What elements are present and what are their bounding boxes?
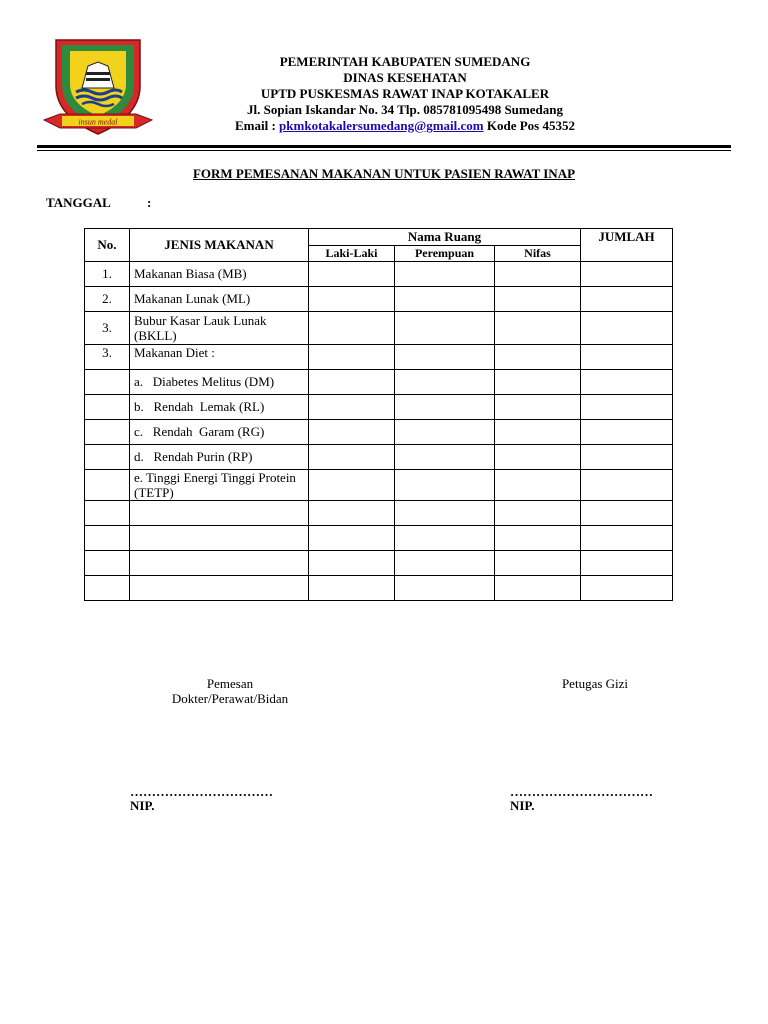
header-no: No. bbox=[85, 229, 130, 262]
cell-female[interactable] bbox=[395, 576, 495, 601]
row-number bbox=[85, 470, 130, 501]
cell-total[interactable] bbox=[581, 501, 673, 526]
letterhead-rule-thick bbox=[37, 145, 731, 148]
cell-total[interactable] bbox=[581, 312, 673, 345]
cell-female[interactable] bbox=[395, 470, 495, 501]
table-row bbox=[85, 420, 673, 445]
cell-male[interactable] bbox=[309, 345, 395, 370]
cell-postpartum[interactable] bbox=[495, 262, 581, 287]
row-number bbox=[85, 395, 130, 420]
food-item[interactable] bbox=[130, 501, 309, 526]
cell-female[interactable] bbox=[395, 345, 495, 370]
row-number bbox=[85, 576, 130, 601]
cell-female[interactable] bbox=[395, 501, 495, 526]
cell-postpartum[interactable] bbox=[495, 312, 581, 345]
cell-male[interactable] bbox=[309, 395, 395, 420]
orderer-role: Pemesan bbox=[206, 676, 254, 691]
cell-male[interactable] bbox=[309, 312, 395, 345]
nutrition-officer-signature-line: …………………………… bbox=[510, 784, 653, 799]
cell-female[interactable] bbox=[395, 420, 495, 445]
cell-postpartum[interactable] bbox=[495, 287, 581, 312]
cell-postpartum[interactable] bbox=[495, 526, 581, 551]
cell-total[interactable] bbox=[581, 526, 673, 551]
cell-total[interactable] bbox=[581, 445, 673, 470]
cell-postpartum[interactable] bbox=[495, 345, 581, 370]
letterhead-contact bbox=[180, 118, 630, 134]
letterhead-government: PEMERINTAH KABUPATEN SUMEDANG bbox=[279, 54, 531, 69]
cell-male[interactable] bbox=[309, 576, 395, 601]
cell-postpartum[interactable] bbox=[495, 576, 581, 601]
cell-male[interactable] bbox=[309, 420, 395, 445]
food-item: Makanan Diet : bbox=[130, 345, 309, 370]
header-food-type: JENIS MAKANAN bbox=[130, 229, 309, 262]
food-item: a. Diabetes Melitus (DM) bbox=[130, 370, 309, 395]
header-postpartum: Nifas bbox=[495, 246, 581, 262]
cell-male[interactable] bbox=[309, 551, 395, 576]
svg-text:insun medal: insun medal bbox=[78, 117, 118, 127]
row-number: 2. bbox=[85, 287, 130, 312]
food-item: e. Tinggi Energi Tinggi Protein (TETP) bbox=[130, 470, 309, 501]
sumedang-regency-logo bbox=[42, 36, 154, 140]
food-item: d. Rendah Purin (RP) bbox=[130, 445, 309, 470]
form-title: FORM PEMESANAN MAKANAN UNTUK PASIEN RAWAT INAP bbox=[192, 166, 576, 181]
cell-female[interactable] bbox=[395, 445, 495, 470]
cell-total[interactable] bbox=[581, 370, 673, 395]
food-item: b. Rendah Lemak (RL) bbox=[130, 395, 309, 420]
cell-female[interactable] bbox=[395, 370, 495, 395]
cell-total[interactable] bbox=[581, 287, 673, 312]
cell-female[interactable] bbox=[395, 395, 495, 420]
header-male: Laki-Laki bbox=[309, 246, 395, 262]
cell-postpartum[interactable] bbox=[495, 445, 581, 470]
row-number bbox=[85, 551, 130, 576]
email-label: Email : bbox=[234, 118, 280, 133]
row-number bbox=[85, 501, 130, 526]
food-item[interactable] bbox=[130, 576, 309, 601]
cell-male[interactable] bbox=[309, 370, 395, 395]
orderer-nip: NIP. bbox=[130, 798, 155, 813]
orderer-subtitle: Dokter/Perawat/Bidan bbox=[171, 691, 289, 706]
row-number bbox=[85, 370, 130, 395]
table-row bbox=[85, 470, 673, 501]
row-number bbox=[85, 445, 130, 470]
table-row bbox=[85, 262, 673, 287]
cell-male[interactable] bbox=[309, 287, 395, 312]
table-row bbox=[85, 526, 673, 551]
row-number: 1. bbox=[85, 262, 130, 287]
letterhead-department: DINAS KESEHATAN bbox=[343, 70, 467, 85]
table-row bbox=[85, 576, 673, 601]
cell-female[interactable] bbox=[395, 287, 495, 312]
row-number bbox=[85, 526, 130, 551]
cell-female[interactable] bbox=[395, 526, 495, 551]
cell-total[interactable] bbox=[581, 262, 673, 287]
nutrition-officer-role: Petugas Gizi bbox=[561, 676, 629, 691]
orderer-signature-line: …………………………… bbox=[130, 784, 273, 799]
cell-total[interactable] bbox=[581, 576, 673, 601]
letterhead-address: Jl. Sopian Iskandar No. 34 Tlp. 085781095498 Sumedang bbox=[247, 102, 563, 117]
food-item: Makanan Biasa (MB) bbox=[130, 262, 309, 287]
cell-male[interactable] bbox=[309, 501, 395, 526]
cell-postpartum[interactable] bbox=[495, 420, 581, 445]
header-female: Perempuan bbox=[395, 246, 495, 262]
cell-male[interactable] bbox=[309, 262, 395, 287]
table-row bbox=[85, 370, 673, 395]
letterhead bbox=[180, 54, 630, 134]
food-item[interactable] bbox=[130, 526, 309, 551]
cell-total[interactable] bbox=[581, 345, 673, 370]
cell-female[interactable] bbox=[395, 551, 495, 576]
table-row bbox=[85, 287, 673, 312]
cell-postpartum[interactable] bbox=[495, 395, 581, 420]
cell-male[interactable] bbox=[309, 470, 395, 501]
table-row bbox=[85, 501, 673, 526]
food-item: Makanan Lunak (ML) bbox=[130, 287, 309, 312]
cell-female[interactable] bbox=[395, 262, 495, 287]
letterhead-institution: UPTD PUSKESMAS RAWAT INAP KOTAKALER bbox=[260, 86, 550, 101]
row-number: 3. bbox=[85, 345, 130, 370]
cell-total[interactable] bbox=[581, 551, 673, 576]
header-total: JUMLAH bbox=[581, 229, 673, 246]
row-number: 3. bbox=[85, 312, 130, 345]
cell-male[interactable] bbox=[309, 445, 395, 470]
food-item[interactable] bbox=[130, 551, 309, 576]
cell-postpartum[interactable] bbox=[495, 370, 581, 395]
table-row bbox=[85, 395, 673, 420]
table-row bbox=[85, 445, 673, 470]
nutrition-officer-nip: NIP. bbox=[510, 798, 535, 813]
email-link[interactable]: pkmkotakalersumedang@gmail.com bbox=[279, 118, 484, 133]
row-number bbox=[85, 420, 130, 445]
cell-postpartum[interactable] bbox=[495, 551, 581, 576]
food-order-table bbox=[84, 228, 673, 601]
food-item: c. Rendah Garam (RG) bbox=[130, 420, 309, 445]
cell-postpartum[interactable] bbox=[495, 470, 581, 501]
table-row bbox=[85, 345, 673, 370]
date-label: TANGGAL bbox=[46, 195, 111, 210]
cell-total[interactable] bbox=[581, 470, 673, 501]
letterhead-rule-thin bbox=[37, 150, 731, 151]
header-total-blank bbox=[581, 246, 673, 262]
table-row bbox=[85, 312, 673, 345]
table-row bbox=[85, 551, 673, 576]
cell-male[interactable] bbox=[309, 526, 395, 551]
cell-total[interactable] bbox=[581, 395, 673, 420]
date-colon: : bbox=[147, 195, 152, 210]
header-room-name: Nama Ruang bbox=[309, 229, 581, 246]
cell-total[interactable] bbox=[581, 420, 673, 445]
cell-postpartum[interactable] bbox=[495, 501, 581, 526]
cell-female[interactable] bbox=[395, 312, 495, 345]
food-item: Bubur Kasar Lauk Lunak (BKLL) bbox=[130, 312, 309, 345]
postal-code: Kode Pos 45352 bbox=[483, 118, 575, 133]
